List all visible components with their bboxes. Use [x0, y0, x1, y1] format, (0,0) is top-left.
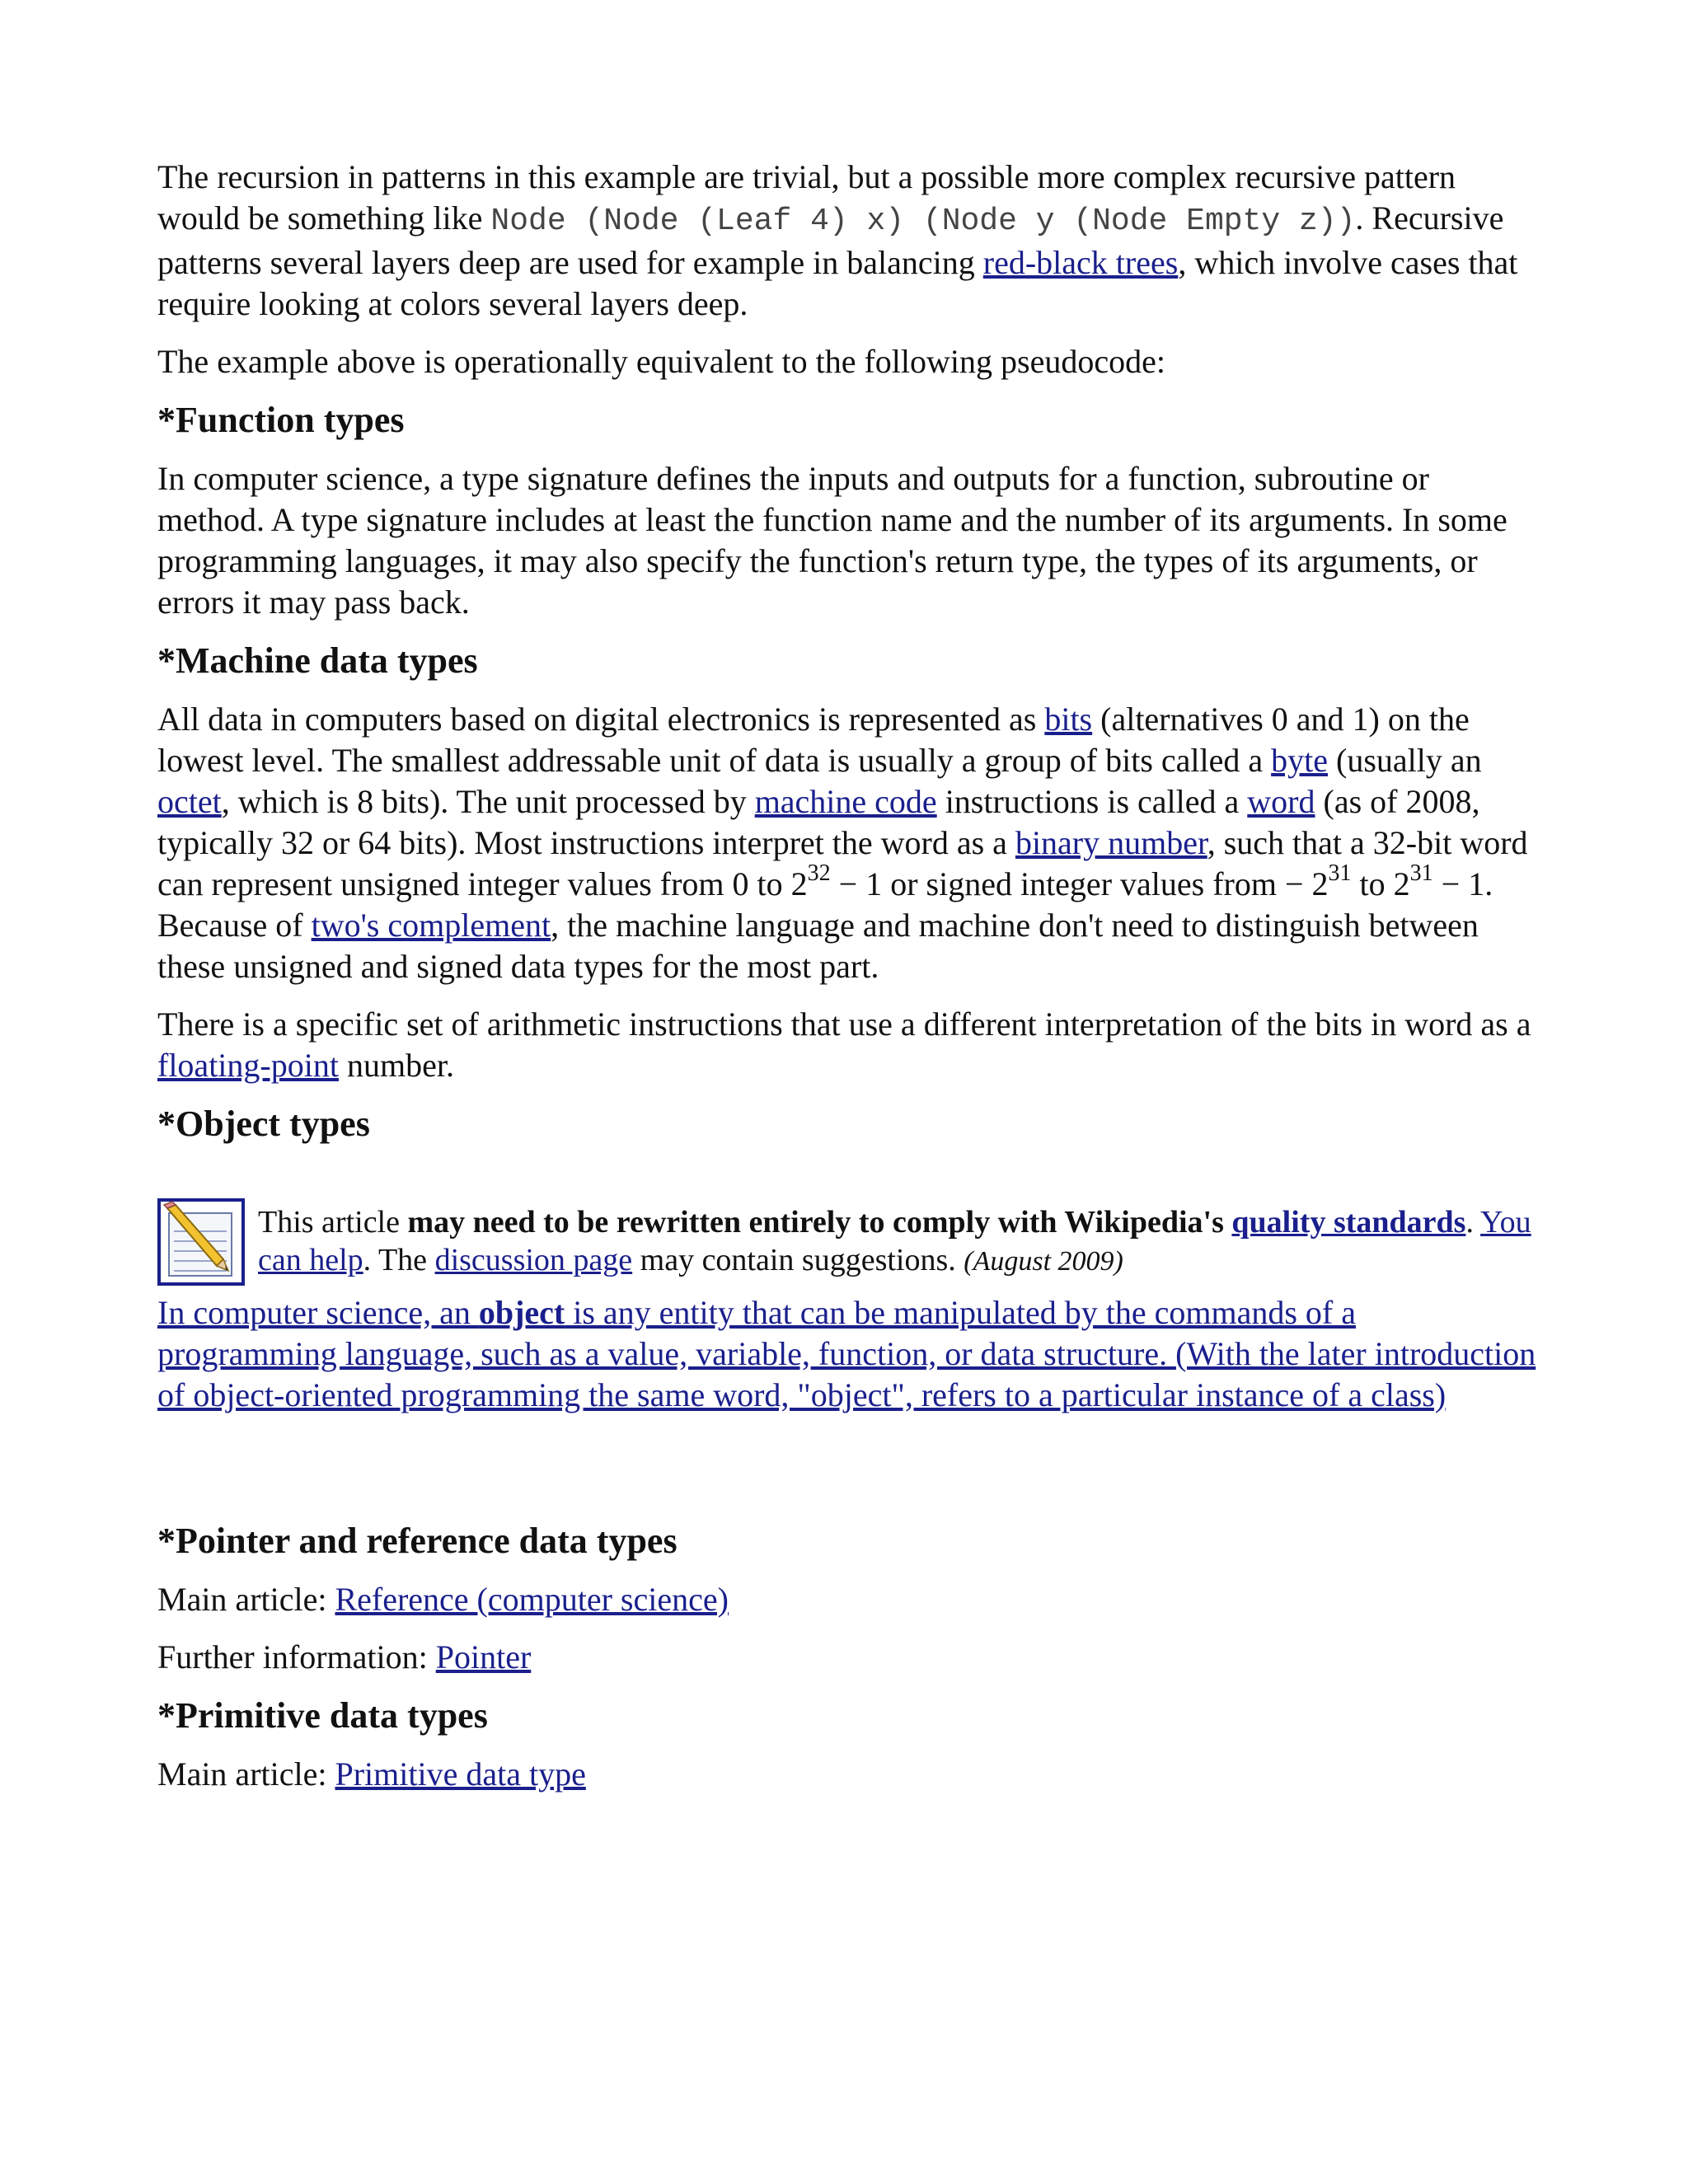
text-run: . Recursive patterns several layers deep are used for example in balancing: [157, 199, 1504, 281]
link-reference-computer-science[interactable]: Reference (computer science): [335, 1581, 729, 1618]
pointer-main-article: [157, 1579, 1542, 1620]
link-pointer[interactable]: Pointer: [435, 1638, 532, 1675]
notice-bold-text: may need to be rewritten entirely to comply with Wikipedia's: [407, 1205, 1232, 1240]
notice-text: [258, 1203, 1542, 1281]
text-run: − 1. Because of: [157, 865, 1493, 944]
link-quality-standards[interactable]: [1231, 1205, 1465, 1240]
heading-machine-data-types: *Machine data types: [157, 640, 478, 681]
rewrite-notice: [157, 1203, 1542, 1286]
link-bits[interactable]: bits: [1044, 701, 1093, 738]
link-red-black-trees[interactable]: red-black trees: [982, 244, 1179, 281]
text-run: In computer science, an: [157, 1294, 479, 1331]
heading-primitive-types: *Primitive data types: [157, 1695, 488, 1736]
text-run: instructions is called a: [936, 783, 1248, 820]
main-article-label: Main article:: [157, 1581, 335, 1618]
text-run: There is a specific set of arithmetic instructions that use a different interpretation of the bits in word as a: [157, 1005, 1531, 1043]
text-run: This article: [258, 1205, 408, 1240]
text-run: The recursion in patterns in this example are trivial, but a possible more complex recursive pattern would be something like: [157, 158, 1456, 237]
text-run: , the machine language and machine don't need to distinguish between these unsigned and signed data types for the most part.: [157, 907, 1479, 985]
text-run: (as of 2008, typically 32 or 64 bits). Most instructions interpret the word as a: [157, 783, 1480, 861]
superscript-32: 32: [807, 860, 831, 886]
heading-pointer-types: *Pointer and reference data types: [157, 1521, 678, 1561]
link-you-can-help[interactable]: You can help: [258, 1205, 1531, 1277]
edit-notepad-icon: [157, 1198, 245, 1286]
text-run: . The: [363, 1243, 435, 1277]
link-binary-number[interactable]: binary number: [1015, 824, 1207, 861]
superscript-31: 31: [1328, 860, 1352, 886]
main-article-label: Main article:: [157, 1755, 335, 1793]
link-object-definition[interactable]: [157, 1292, 1542, 1416]
notice-date: (August 2009): [964, 1246, 1123, 1277]
document-page: [157, 157, 1542, 1811]
paragraph-pseudocode: The example above is operationally equivalent to the following pseudocode:: [157, 343, 1165, 380]
link-machine-code[interactable]: machine code: [754, 783, 937, 820]
text-run: − 1 or signed integer values from − 2: [830, 865, 1329, 902]
vertical-spacer: [157, 1416, 1542, 1520]
link-discussion-page[interactable]: discussion page: [434, 1243, 633, 1277]
object-term: object: [478, 1294, 565, 1331]
text-run: , which is 8 bits). The unit processed by: [221, 783, 755, 820]
text-run: All data in computers based on digital electronics is represented as: [157, 701, 1045, 738]
text-run: , such that a 32-bit word can represent unsigned integer values from 0 to 2: [157, 824, 1528, 902]
text-run: .: [1465, 1205, 1481, 1240]
paragraph-recursion: [157, 157, 1542, 325]
link-byte[interactable]: byte: [1271, 742, 1329, 779]
paragraph-function-types: In computer science, a type signature defines the inputs and outputs for a function, subroutine or method. A type signature includes at least the function name and the number of its arguments. In some programming languages, it may also specify the function's return type, the types of its arguments, or errors it may pass back.: [157, 460, 1507, 621]
text-run: , which involve cases that require looking at colors several layers deep.: [157, 244, 1518, 322]
code-snippet: Node (Node (Leaf 4) x) (Node y (Node Empty z)): [490, 204, 1356, 239]
text-run: (usually an: [1328, 742, 1482, 779]
heading-function-types: *Function types: [157, 400, 405, 440]
further-information-label: Further information:: [157, 1638, 436, 1675]
text-run: number.: [338, 1047, 454, 1084]
paragraph-machine-data: [157, 699, 1542, 987]
text-run: may contain suggestions.: [632, 1243, 964, 1277]
text-run: to 2: [1351, 865, 1410, 902]
primitive-main-article: [157, 1754, 1542, 1795]
pointer-further-information: [157, 1637, 1542, 1678]
paragraph-floating-point: [157, 1004, 1542, 1086]
heading-object-types: *Object types: [157, 1104, 370, 1144]
link-octet[interactable]: octet: [157, 783, 222, 820]
link-twos-complement[interactable]: two's complement: [311, 907, 551, 944]
text-run: (alternatives 0 and 1) on the lowest level. The smallest addressable unit of data is usually a group of bits called a: [157, 701, 1470, 779]
text-run: is any entity that can be manipulated by the commands of a programming language, such as a value, variable, function, or data structure. (With the later introduction of object-oriented programming the same word, "object", refers to a particular instance of a class): [157, 1294, 1536, 1413]
superscript-31: 31: [1409, 860, 1433, 886]
link-primitive-data-type[interactable]: Primitive data type: [335, 1755, 586, 1793]
link-floating-point[interactable]: floating-point: [157, 1047, 339, 1084]
link-quality-standards-label: quality standards: [1231, 1205, 1466, 1240]
link-word[interactable]: word: [1247, 783, 1315, 820]
